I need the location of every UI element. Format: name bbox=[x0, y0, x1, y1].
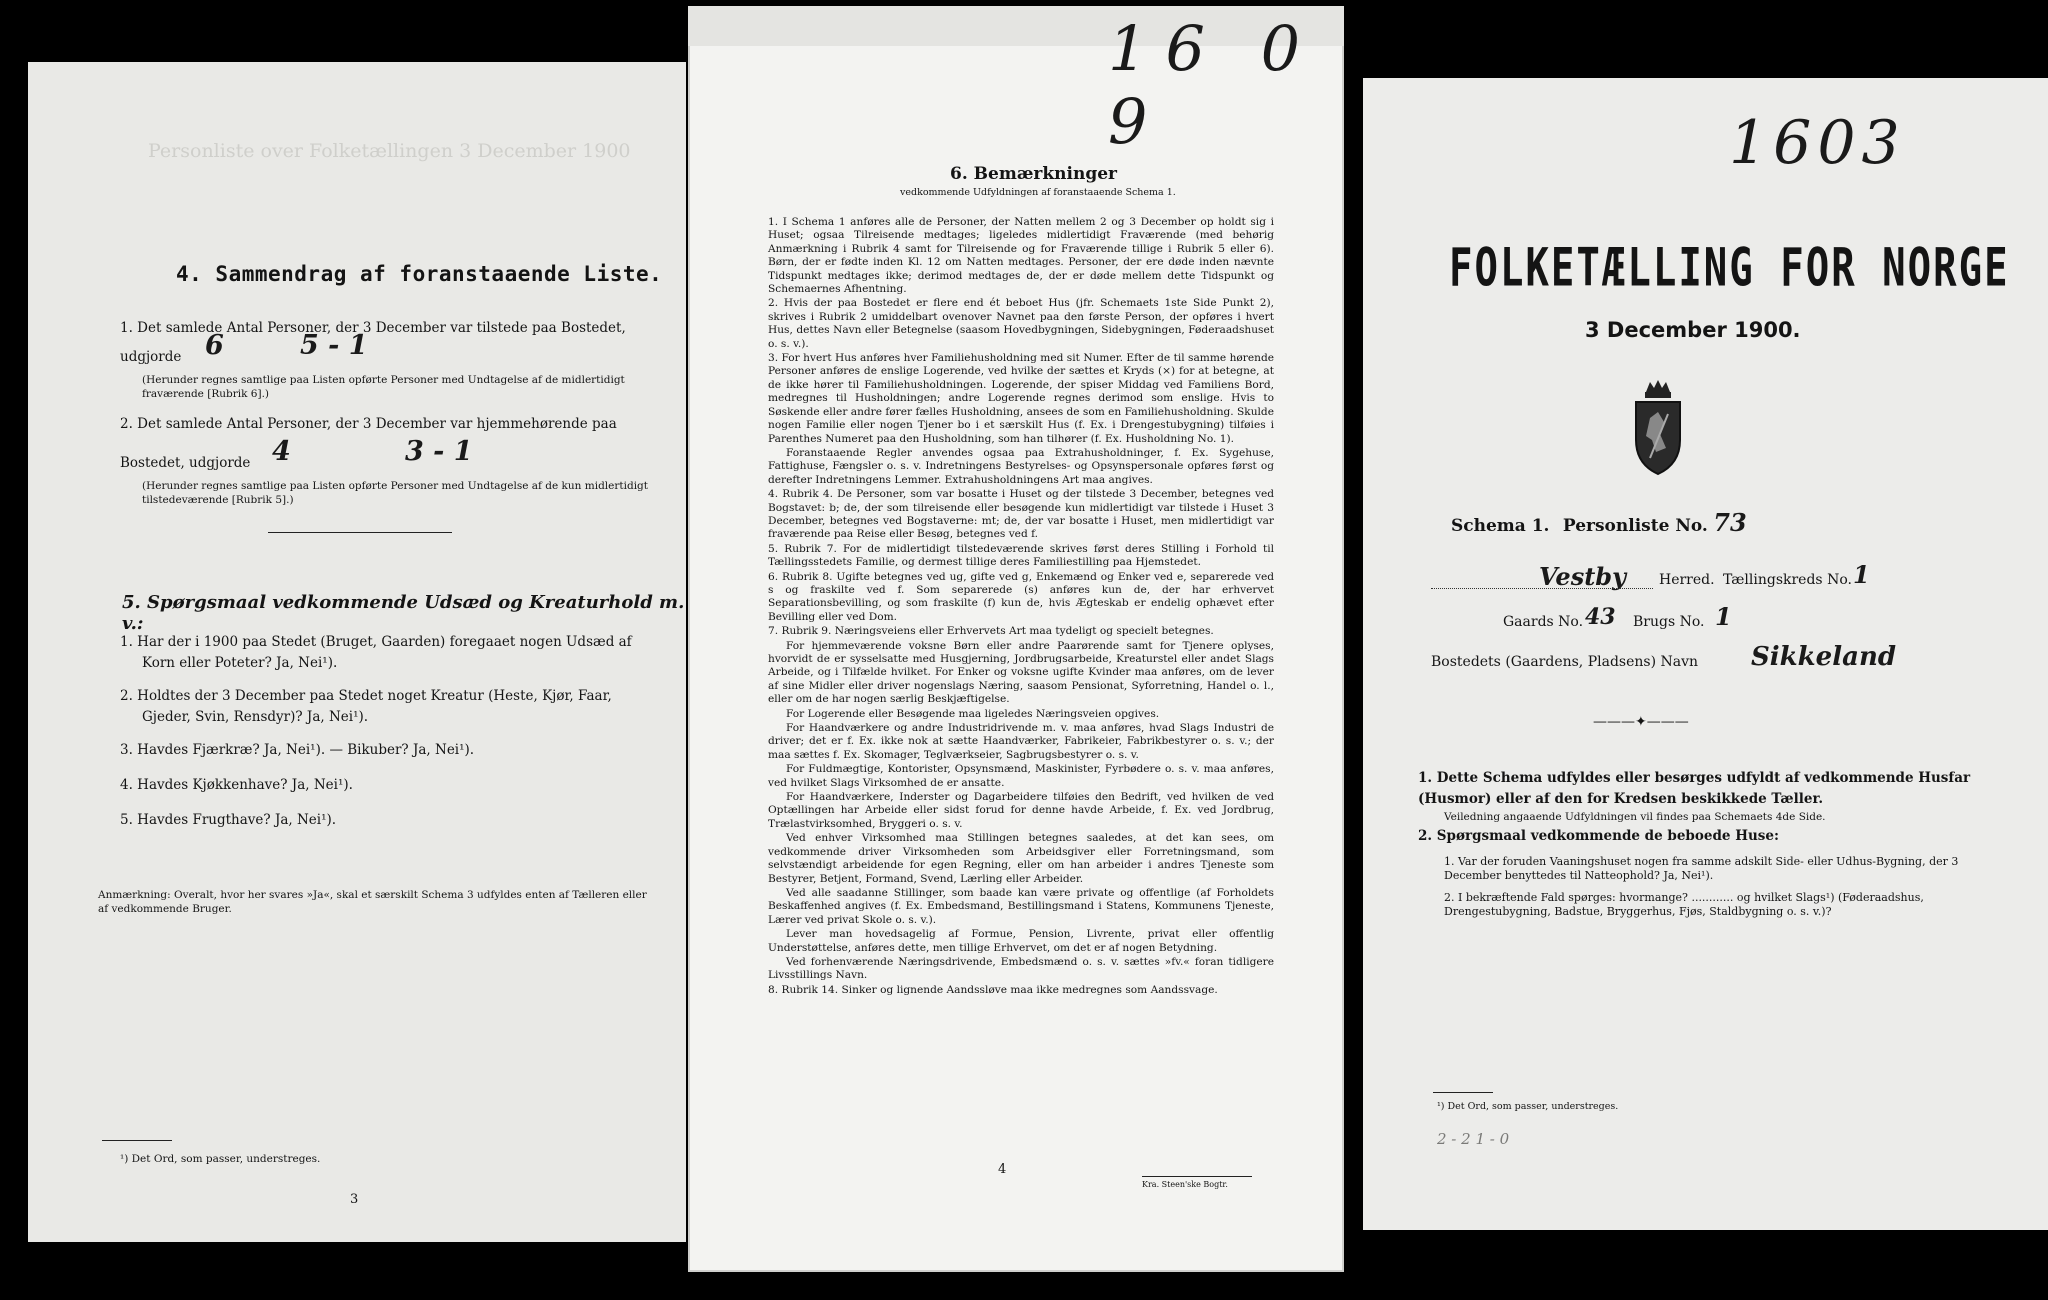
summary-item-2-note: (Herunder regnes samtlige paa Listen opførte Personer med Undtagelse af de kun midlertidigt tilstedeværende [Rubrik 5].) bbox=[142, 480, 648, 506]
bleed-through-header: Personliste over Folketællingen 3 December 1900 bbox=[148, 140, 631, 162]
footnote-rule bbox=[102, 1140, 172, 1141]
bosted-label: Bostedets (Gaardens, Pladsens) Navn bbox=[1431, 654, 1699, 670]
question-1-answer: Korn eller Poteter? Ja, Nei¹). bbox=[142, 655, 338, 671]
remark-paragraph: Ved enhver Virksomhed maa Stillingen betegnes saaledes, at det kan sees, om vedkommende driver Virksomheden som Arbeidsgiver eller Forretningsmand, som selvstændigt arbeidende for egen Regning, eller om han arbeider i andres Tjeneste som Bestyrer, Betjent, Formand, Svend, Lærling eller Arbeider. bbox=[768, 832, 1274, 885]
section5-title: 5. Spørgsmaal vedkommende Udsæd og Kreaturhold m. v.: bbox=[122, 592, 685, 634]
remark-note: Anmærkning: Overalt, hvor her svares »Ja«, skal et særskilt Schema 3 udfyldes enten af Tælleren eller af vedkommende Bruger. bbox=[98, 889, 647, 915]
kreds-label: Tællingskreds No. bbox=[1723, 572, 1852, 588]
personliste-value: 73 bbox=[1713, 508, 1747, 537]
gaards-value: 43 bbox=[1585, 604, 1616, 630]
summary-item-1 bbox=[120, 318, 660, 401]
census-date: 3 December 1900. bbox=[1585, 318, 1801, 342]
schema-line bbox=[1451, 508, 1747, 537]
remark-paragraph: 2. Hvis der paa Bostedet er flere end ét beboet Hus (jfr. Schemaets 1ste Side Punkt 2), skrives i Rubrik 2 umiddelbart ovenover Navnet paa den første Person, der opføres i hvert Hus, dettes Navn eller Betegnelse (saasom Hovedbygningen, Sidebygningen, Føderaadshuset o. s. v.). bbox=[768, 297, 1274, 350]
question-5: 5. Havdes Frugthave? Ja, Nei¹). bbox=[120, 812, 337, 828]
bosted-value: Sikkeland bbox=[1751, 642, 1897, 672]
remark-paragraph: For Logerende eller Besøgende maa ligeledes Næringsveien opgives. bbox=[786, 707, 1160, 720]
summary-item-1-value: 6 bbox=[205, 330, 224, 361]
remark-paragraph: Ved alle saadanne Stillinger, som baade kan være private og offentlige (af Forholdets Beskaffenhed angives (f. Ex. Embedsmand, Bestillingsmand i Statens, Kommunens Tjeneste, Lærer ved privat Skole o. s. v.). bbox=[768, 886, 1274, 926]
brugs-value: 1 bbox=[1715, 602, 1732, 631]
remarks-subtitle: vedkommende Udfyldningen af foranstaaende Schema 1. bbox=[900, 187, 1176, 198]
handwritten-top-number: 16 0 9 bbox=[1108, 12, 1319, 158]
remark-paragraph: For hjemmeværende voksne Børn eller andre Paarørende samt for Tjenere oplyses, hvorvidt de er sysselsatte med Husgjerning, Jordbrugsarbeide, Kreaturstel eller andet Slags Arbeide, og i Tilfælde hvilket. For Enker og voksne ugifte Kvinder maa anføres, om de lever af sine Midler eller driver nogenslags Næring, saasom Pensionat, Syforretning, Handel o. l., eller om de har nogen særlig Beskjæftigelse. bbox=[768, 639, 1274, 706]
remark-paragraph: 5. Rubrik 7. For de midlertidigt tilstedeværende skrives først deres Stilling i Forhold til Tællingsstedets Familie, og dermest tillige deres Familiestilling paa Hjemstedet. bbox=[768, 542, 1274, 569]
remark-paragraph: 3. For hvert Hus anføres hver Familiehusholdning med sit Numer. Efter de til samme hørende Personer anføres de enslige Logerende, ved hvilke der sættes et Kryds (×) for at betegne, at de ikke hører til Familiehusholdningen. Logerende, der spiser Middag ved Familiens Bord, medregnes til Husholdningen; andre Logerende regnes derimod som enslige. Hvis to Søskende eller andre fører fælles Husholdning, ansees de som en Familiehusholdning. Skulde nogen Familie eller nogen Tjener bo i et særskilt Hus (f. Ex. i Drengestubygning) tilføies i Parenthes Numeret paa den Husholdning, som han tilhører (f. Ex. Husholdning No. 1). bbox=[768, 352, 1274, 445]
pencil-note: 2 - 2 1 - 0 bbox=[1437, 1130, 1510, 1148]
divider bbox=[268, 532, 452, 533]
instruction-1-note: Veiledning angaaende Udfyldningen vil findes paa Schemaets 4de Side. bbox=[1444, 811, 1826, 823]
printer-rule bbox=[1142, 1176, 1252, 1177]
instruction-1: 1. Dette Schema udfyldes eller besørges udfyldt af vedkommende Husfar (Husmor) eller af den for Kredsen beskikkede Tæller. bbox=[1418, 770, 1971, 807]
remark-paragraph: 7. Rubrik 9. Næringsveiens eller Erhvervets Art maa tydeligt og specielt betegnes. bbox=[768, 625, 1214, 638]
questions-list bbox=[120, 632, 680, 831]
section4-title: 4. Sammendrag af foranstaaende Liste. bbox=[176, 262, 663, 286]
page-right bbox=[1363, 78, 2048, 1230]
gaards-line bbox=[1503, 602, 2043, 636]
summary-item-2 bbox=[120, 414, 660, 507]
question-2: 2. Holdtes der 3 December paa Stedet noget Kreatur (Heste, Kjør, Faar, bbox=[120, 688, 612, 704]
question-1: 1. Har der i 1900 paa Stedet (Bruget, Gaarden) foregaaet nogen Udsæd af bbox=[120, 634, 632, 650]
remark-paragraph: Lever man hovedsagelig af Formue, Pension, Livrente, privat eller offentlig Understøttelse, anføres dette, men tillige Erhvervet, om det er af nogen Betydning. bbox=[768, 928, 1274, 954]
summary-item-1-value2: 5 - 1 bbox=[300, 330, 368, 361]
page-left bbox=[28, 62, 686, 1242]
instruction-2-q2: 2. I bekræftende Fald spørges: hvormange? ............ og hvilket Slags¹) (Føderaadshus, Drengestubygning, Badstue, Bryggerhus, Fjøs, Staldbygning o. s. v.)? bbox=[1444, 891, 1924, 918]
brugs-label: Brugs No. bbox=[1633, 614, 1705, 630]
summary-item-1-prefix: udgjorde bbox=[120, 349, 182, 365]
summary-item-2-text: 2. Det samlede Antal Personer, der 3 December var hjemmehørende paa bbox=[120, 416, 617, 432]
gaards-label: Gaards No. bbox=[1503, 614, 1584, 630]
printer-mark: Kra. Steen'ske Bogtr. bbox=[1142, 1180, 1228, 1189]
remark-paragraph: 6. Rubrik 8. Ugifte betegnes ved ug, gifte ved g, Enkemænd og Enker ved e, separerede ved s og fraskilte ved f. Som separerede (s) anføres kun de, der har erhvervet Separationsbevilling, og som fraskilte (f) kun de, hvis Ægteskab er endelig ophævet efter Bevilling eller ved Dom. bbox=[768, 570, 1274, 623]
remark-paragraph: For Haandværkere, Inderster og Dagarbeidere tilføies den Bedrift, ved hvilken de ved Optællingen har Arbeide eller sidst forud for denne havde Arbeide, f. Ex. ved Jordbrug, Trælastvirksomhed, Bryggeri o. s. v. bbox=[768, 791, 1274, 830]
remark-paragraph: 1. I Schema 1 anføres alle de Personer, der Natten mellem 2 og 3 December op holdt sig i Huset; ogsaa Tilreisende medtages; ligeledes midlertidigt Fraværende (med behørig Anmærkning i Rubrik 4 samt for Tilreisende og for Fraværende tillige i Rubrik 5 eller 6). Børn, der er fødte inden Kl. 12 om Natten medtages. Personer, der ere døde inden nævnte Tidspunkt medtages ikke; derimod medtages de, der er døde mellem dette Tidspunkt og Schemaernes Afhentning. bbox=[768, 216, 1274, 296]
remark-paragraph: For Haandværkere og andre Industridrivende m. v. maa anføres, hvad Slags Industri de driver; det er f. Ex. ikke nok at sætte Haandværker, Fabrikeier, Fabrikbestyrer o. s. v.; der maa sættes f. Ex. Skomager, Teglværkseier, Sagbrugsbestyrer o. s. v. bbox=[768, 722, 1274, 761]
instruction-2-q1: 1. Var der foruden Vaaningshuset nogen fra samme adskilt Side- eller Udhus-Bygning, der 3 December benyttedes til Natteophold? Ja, Nei¹). bbox=[1444, 855, 1959, 882]
kreds-value: 1 bbox=[1853, 560, 1870, 589]
remark-paragraph: 8. Rubrik 14. Sinker og lignende Aandssløve maa ikke medregnes som Aandssvage. bbox=[768, 983, 1218, 996]
instructions bbox=[1418, 768, 1978, 919]
page-number-middle: 4 bbox=[998, 1162, 1007, 1177]
remark-paragraph: For Fuldmægtige, Kontorister, Opsynsmænd, Maskinister, Fyrbødere o. s. v. maa anføres, ved hvilket Slags Virksomhed de er ansatte. bbox=[768, 763, 1274, 789]
summary-item-2-prefix: Bostedet, udgjorde bbox=[120, 455, 251, 471]
summary-item-1-text: 1. Det samlede Antal Personer, der 3 December var tilstede paa Bostedet, bbox=[120, 320, 626, 336]
page-middle bbox=[688, 6, 1344, 1272]
remark-paragraph: Ved forhenværende Næringsdrivende, Embedsmænd o. s. v. sættes »fv.« foran tidligere Livsstillings Navn. bbox=[768, 955, 1274, 982]
footnote-right: ¹) Det Ord, som passer, understreges. bbox=[1437, 1101, 1619, 1112]
summary-item-1-answer bbox=[120, 330, 660, 373]
summary-item-2-value: 4 bbox=[272, 436, 291, 467]
summary-item-2-value2: 3 - 1 bbox=[405, 436, 473, 467]
remark-paragraph: 4. Rubrik 4. De Personer, som var bosatte i Huset og der tilstede 3 December, betegnes ved Bogstavet: b; de, der som tilreisende eller besøgende kun midlertidigt var tilstede i Huset 3 December, betegnes ved Bogstaverne: mt; de, der var bosatte i Huset, men midlertidigt var fraværende paa Reise eller Besøg, betegnes ved f. bbox=[768, 488, 1274, 541]
remark-paragraph: Foranstaaende Regler anvendes ogsaa paa Extrahusholdninger, f. Ex. Sygehuse, Fattighuse, Fængsler o. s. v. Indretningens Bestyrelses- og Opsynspersonale opføres først og derefter Indretningens Lemmer. Extrahusholdningens Art maa angives. bbox=[768, 446, 1274, 486]
schema-label: Schema 1. bbox=[1451, 516, 1550, 536]
question-2-answer: Gjeder, Svin, Rensdyr)? Ja, Nei¹). bbox=[142, 709, 369, 725]
remarks-body bbox=[768, 216, 1274, 998]
summary-item-1-note: (Herunder regnes samtlige paa Listen opførte Personer med Undtagelse af de midlertidigt fraværende [Rubrik 6].) bbox=[142, 374, 625, 400]
footnote: ¹) Det Ord, som passer, understreges. bbox=[120, 1153, 321, 1165]
page-number-left: 3 bbox=[350, 1192, 359, 1207]
footnote-rule-right bbox=[1433, 1092, 1493, 1093]
summary-item-2-answer bbox=[120, 436, 660, 479]
handwritten-archive-number: 1603 bbox=[1729, 108, 1906, 178]
coat-of-arms-icon bbox=[1628, 378, 1688, 482]
herred-label: Herred. bbox=[1659, 572, 1715, 588]
personliste-label: Personliste No. bbox=[1562, 516, 1708, 536]
instruction-2: 2. Spørgsmaal vedkommende de beboede Huse: bbox=[1418, 828, 1779, 844]
question-3: 3. Havdes Fjærkræ? Ja, Nei¹). — Bikuber? Ja, Nei¹). bbox=[120, 742, 475, 758]
question-4: 4. Havdes Kjøkkenhave? Ja, Nei¹). bbox=[120, 777, 353, 793]
census-title: FOLKETÆLLING FOR NORGE bbox=[1449, 238, 2010, 299]
ornament: ———✦——— bbox=[1593, 714, 1689, 730]
herred-value: Vestby bbox=[1539, 562, 1627, 591]
herred-line bbox=[1431, 560, 2031, 594]
remarks-title: 6. Bemærkninger bbox=[950, 164, 1117, 184]
bosted-line bbox=[1431, 642, 2031, 680]
